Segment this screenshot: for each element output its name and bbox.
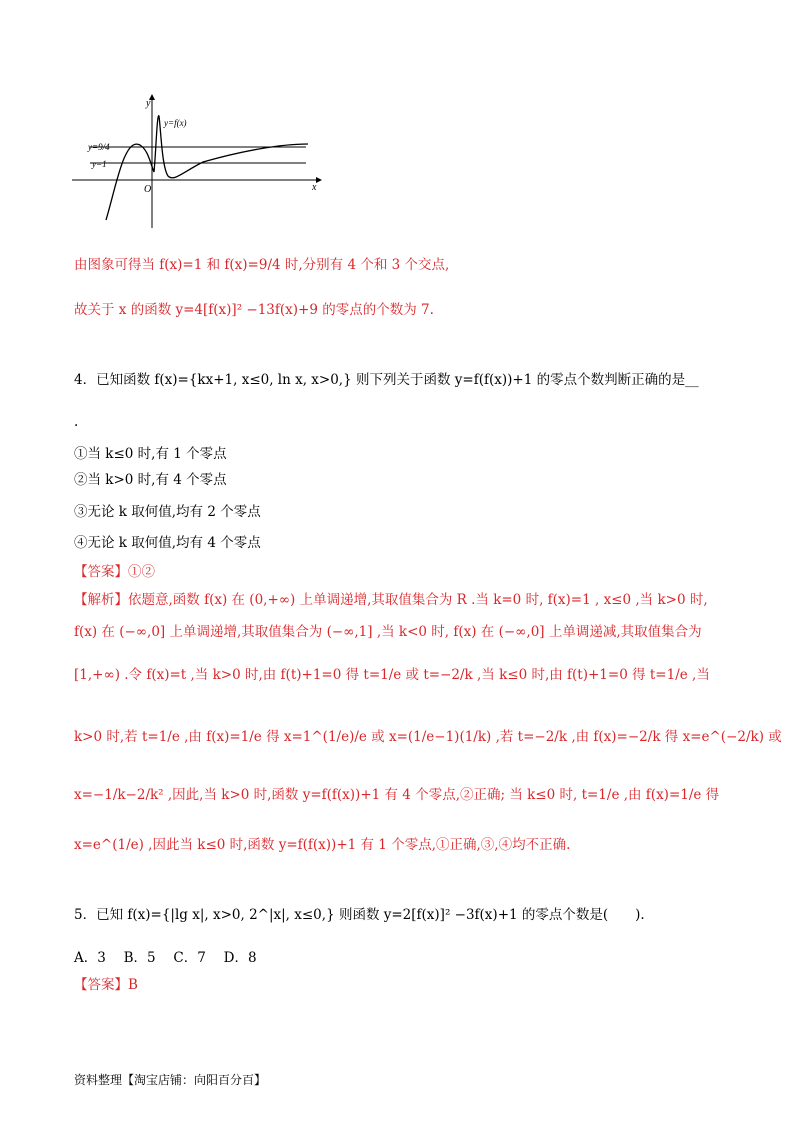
q4-analysis-line-1: 【解析】依题意,函数 f(x) 在 (0,+∞) 上单调递增,其取值集合为 R .当 k=0 时, f(x)=1 , x≤0 ,当 k>0 时, (74, 592, 708, 608)
line-1-label: y=1 (92, 159, 107, 169)
q4-answer: 【答案】①② (74, 564, 155, 580)
curve-label: y=f(x) (164, 118, 187, 128)
q4-dot: . (74, 414, 79, 430)
prev-solution-line-2: 故关于 x 的函数 y=4[f(x)]² −13f(x)+9 的零点的个数为 7. (74, 302, 434, 318)
q4-analysis-line-2: f(x) 在 (−∞,0] 上单调递增,其取值集合为 (−∞,1] ,当 k<0 时, f(x) 在 (−∞,0] 上单调递减,其取值集合为 (74, 624, 702, 640)
q5-answer: 【答案】B (74, 977, 138, 993)
q4-analysis-line-4: k>0 时,若 t=1/e ,由 f(x)=1/e 得 x=1^(1/e)/e 或 x=(1/e−1)(1/k) ,若 t=−2/k ,由 f(x)=−2/k 得 x=e^(−2/k) 或 (74, 729, 782, 745)
q4-option-3: ③无论 k 取何值,均有 2 个零点 (74, 504, 261, 520)
function-graph (68, 92, 328, 232)
q4-option-4: ④无论 k 取何值,均有 4 个零点 (74, 535, 261, 551)
q4-analysis-line-5: x=−1/k−2/k² ,因此,当 k>0 时,函数 y=f(f(x))+1 有 4 个零点,②正确; 当 k≤0 时, t=1/e ,由 f(x)=1/e 得 (74, 787, 720, 803)
y-axis-label: y (146, 98, 151, 109)
analysis-tag: 【解析】 (74, 592, 128, 608)
origin-label: O (144, 184, 152, 195)
line-94-label: y=9/4 (88, 142, 110, 152)
q4-analysis-line-6: x=e^(1/e) ,因此当 k≤0 时,函数 y=f(f(x))+1 有 1 个零点,①正确,③,④均不正确. (74, 837, 571, 853)
q4-stem: 4．已知函数 f(x)={kx+1, x≤0, ln x, x>0,} 则下列关于函数 y=f(f(x))+1 的零点个数判断正确的是__ (74, 372, 699, 388)
x-axis-label: x (312, 182, 317, 193)
q4-analysis-line-3: [1,+∞) .令 f(x)=t ,当 k>0 时,由 f(t)+1=0 得 t=1/e 或 t=−2/k ,当 k≤0 时,由 f(t)+1=0 得 t=1/e ,当 (74, 667, 710, 683)
answer-tag: 【答案】 (74, 977, 128, 993)
q4-option-2: ②当 k>0 时,有 4 个零点 (74, 472, 227, 488)
prev-solution-line-1: 由图象可得当 f(x)=1 和 f(x)=9/4 时,分别有 4 个和 3 个交点, (74, 257, 450, 273)
page-footer: 资料整理【淘宝店铺：向阳百分百】 (74, 1073, 267, 1087)
q5-stem: 5．已知 f(x)={|lg x|, x>0, 2^|x|, x≤0,} 则函数 y=2[f(x)]² −3f(x)+1 的零点个数是( ). (74, 907, 645, 923)
q5-choices: A．3 B．5 C．7 D．8 (74, 950, 257, 966)
q4-option-1: ①当 k≤0 时,有 1 个零点 (74, 446, 227, 462)
answer-tag: 【答案】 (74, 564, 128, 580)
